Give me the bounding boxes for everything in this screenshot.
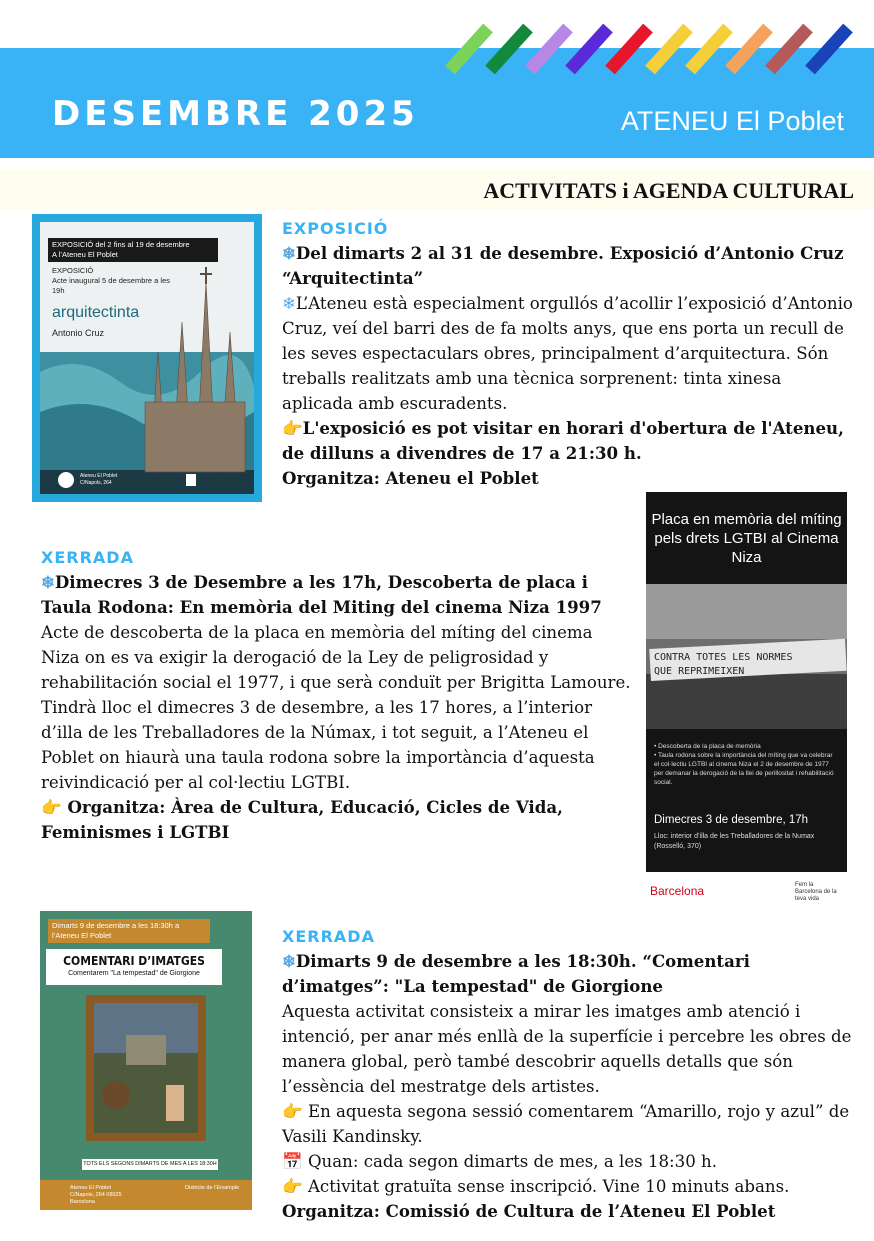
- event-session: 👉 En aquesta segona sessió comentarem “Amarillo, rojo y azul” de Vasili Kandinsky.: [282, 1102, 850, 1146]
- poster-title: COMENTARI D’IMATGES: [63, 954, 205, 968]
- poster-date-tag: Dimarts 9 de desembre a les 18:30h a l’Ateneu El Poblet: [48, 919, 210, 943]
- calendar-icon: 📅: [282, 1152, 303, 1171]
- snowflake-icon: ❄: [282, 243, 296, 263]
- rainbow-stripe: [570, 28, 608, 70]
- pointing-hand-icon: 👉: [282, 1177, 303, 1196]
- poster-subtitle: Comentarem "La tempestad" de Giorgione: [68, 970, 200, 977]
- section-title: ACTIVITATS i AGENDA CULTURAL: [483, 178, 854, 203]
- pointing-hand-icon: 👉: [282, 418, 303, 438]
- snowflake-icon: ❄: [282, 951, 296, 971]
- rainbow-stripes: [430, 20, 874, 80]
- pointing-hand-icon: 👉: [41, 797, 62, 817]
- event-organizer: Organitza: Ateneu el Poblet: [282, 468, 539, 488]
- event-body: Aquesta activitat consisteix a mirar les imatges amb atenció i intenció, per anar més enllà de la superfície i percebre les obres de manera global, però també descobrir aquells detalls que són l’essència del mestratge dels artistes.: [282, 1002, 852, 1096]
- event-title: ❄Dimecres 3 de Desembre a les 17h, Descoberta de placa i Taula Rodona: En memòria del Miting del cinema Niza 1997: [41, 572, 602, 617]
- org-name: ATENEU El Poblet: [620, 106, 844, 136]
- rainbow-stripe: [770, 28, 808, 70]
- rainbow-stripe: [530, 28, 568, 70]
- poster-footer: [646, 872, 847, 910]
- event-comentari-imatges: [282, 924, 857, 1224]
- rainbow-stripe: [810, 28, 848, 70]
- event-free: 👉 Activitat gratuïta sense inscripció. Vine 10 minuts abans.: [282, 1177, 790, 1196]
- event-kicker: EXPOSICIÓ: [282, 219, 389, 238]
- event-exposicio: [282, 216, 857, 491]
- event-kicker: XERRADA: [41, 548, 134, 567]
- svg-text:QUE REPRIMEIXEN: QUE REPRIMEIXEN: [654, 666, 745, 677]
- snowflake-icon: ❄: [41, 572, 55, 592]
- poster-subtitle: EXPOSICIÓ Acte inaugural 5 de desembre a les 19h: [52, 266, 170, 295]
- event-title: ❄Del dimarts 2 al 31 de desembre. Exposició d’Antonio Cruz “Arquitectinta”: [282, 243, 844, 288]
- poster-note: TOTS ELS SEGONS DIMARTS DE MES A LES 18:30H: [82, 1159, 218, 1170]
- painting-frame: [86, 995, 206, 1141]
- rainbow-stripe: [490, 28, 528, 70]
- poster-date-tag: EXPOSICIÓ del 2 fins al 19 de desembre A l’Ateneu El Poblet: [48, 238, 218, 262]
- svg-text:C/Napols, 264: C/Napols, 264: [80, 480, 112, 486]
- event-body: Acte de descoberta de la placa en memòria del míting del cinema Niza on es va exigir la derogació de la Ley de peligrosidad y rehabilitación social el 1977, i que serà conduït per Brigitta Lamoure. Tindrà lloc el dimecres 3 de desembre, a les 17 hores, a l’interior d’illa de les Treballadores de la Númax, i tot seguit, a l’Ateneu el Poblet on hiaurà una taula rodona sobre la importància d’aquesta reivindicació per al col·lectiu LGTBI.: [41, 623, 631, 792]
- plaque-poster: [646, 492, 847, 910]
- poster-footer: [40, 1180, 252, 1210]
- svg-text:CONTRA TOTES LES NORMES: CONTRA TOTES LES NORMES: [654, 652, 793, 663]
- snowflake-icon: ❄: [282, 294, 296, 313]
- pointing-hand-icon: 👉: [282, 1102, 303, 1121]
- event-organizer: Organitza: Comissió de Cultura de l’Ateneu El Poblet: [282, 1201, 776, 1221]
- poster-date: Dimecres 3 de desembre, 17h: [654, 814, 809, 826]
- poster-place: Lloc: interior d’illa de les Treballadores de la Numax (Rosselló, 370): [654, 833, 815, 850]
- poster-author: Antonio Cruz: [52, 328, 105, 338]
- event-visit-hours: 👉L'exposició es pot visitar en horari d'obertura de l'Ateneu, de dilluns a divendres de 17 a 21:30 h.: [282, 418, 844, 463]
- rainbow-stripe: [450, 28, 488, 70]
- protest-photo: [646, 584, 847, 729]
- event-kicker: XERRADA: [282, 927, 375, 946]
- barcelona-logo: Barcelona: [650, 884, 705, 898]
- poster-details: • Descoberta de la placa de memòria • Taula rodona sobre la importància del míting que va celebrar el col·lectiu LGTBI al cinema Niza el 2 de desembre de 1977 per demanar la derogació de la llei de perillositat i rehabilitació social.: [654, 743, 834, 786]
- month-title: DESEMBRE 2025: [52, 94, 419, 134]
- poster-address: Ateneu El Poblet C/Napols, 264 08025 Barcelona: [70, 1185, 122, 1205]
- event-body: ❄L’Ateneu està especialment orgullós d’acollir l’exposició d’Antonio Cruz, veí del barri des de fa molts anys, que ens porta un recull de les seves espectaculars obres, principalment d’arquitectura. Són treballs realitzats amb una tècnica sorprenent: tinta xinesa aplicada amb escuradents.: [282, 294, 853, 413]
- rainbow-stripe: [730, 28, 768, 70]
- poster-background-art: [40, 222, 254, 494]
- poster-slogan: Fem la Barcelona de la teva vida: [795, 882, 837, 902]
- tempest-painting: [86, 995, 206, 1141]
- exhibition-poster: [32, 214, 262, 502]
- event-xerrada-niza: [41, 545, 635, 845]
- rainbow-stripe: [650, 28, 688, 70]
- svg-text:Ateneu El Poblet: Ateneu El Poblet: [80, 473, 118, 479]
- poster-title: Placa en memòria del míting pels drets LGTBI al Cinema Niza: [651, 511, 842, 566]
- poster-district: Districte de l’Eixample: [185, 1185, 240, 1191]
- rainbow-stripe: [690, 28, 728, 70]
- event-title: ❄Dimarts 9 de desembre a les 18:30h. “Comentari d’imatges”: "La tempestad" de Giorgione: [282, 951, 750, 996]
- event-when: 📅 Quan: cada segon dimarts de mes, a les 18:30 h.: [282, 1152, 718, 1171]
- poster-title: arquitectinta: [52, 304, 140, 321]
- rainbow-stripe: [610, 28, 648, 70]
- event-organizer: 👉 Organitza: Àrea de Cultura, Educació, Cicles de Vida, Feminismes i LGTBI: [41, 797, 563, 842]
- comentari-imatges-poster: [40, 911, 252, 1210]
